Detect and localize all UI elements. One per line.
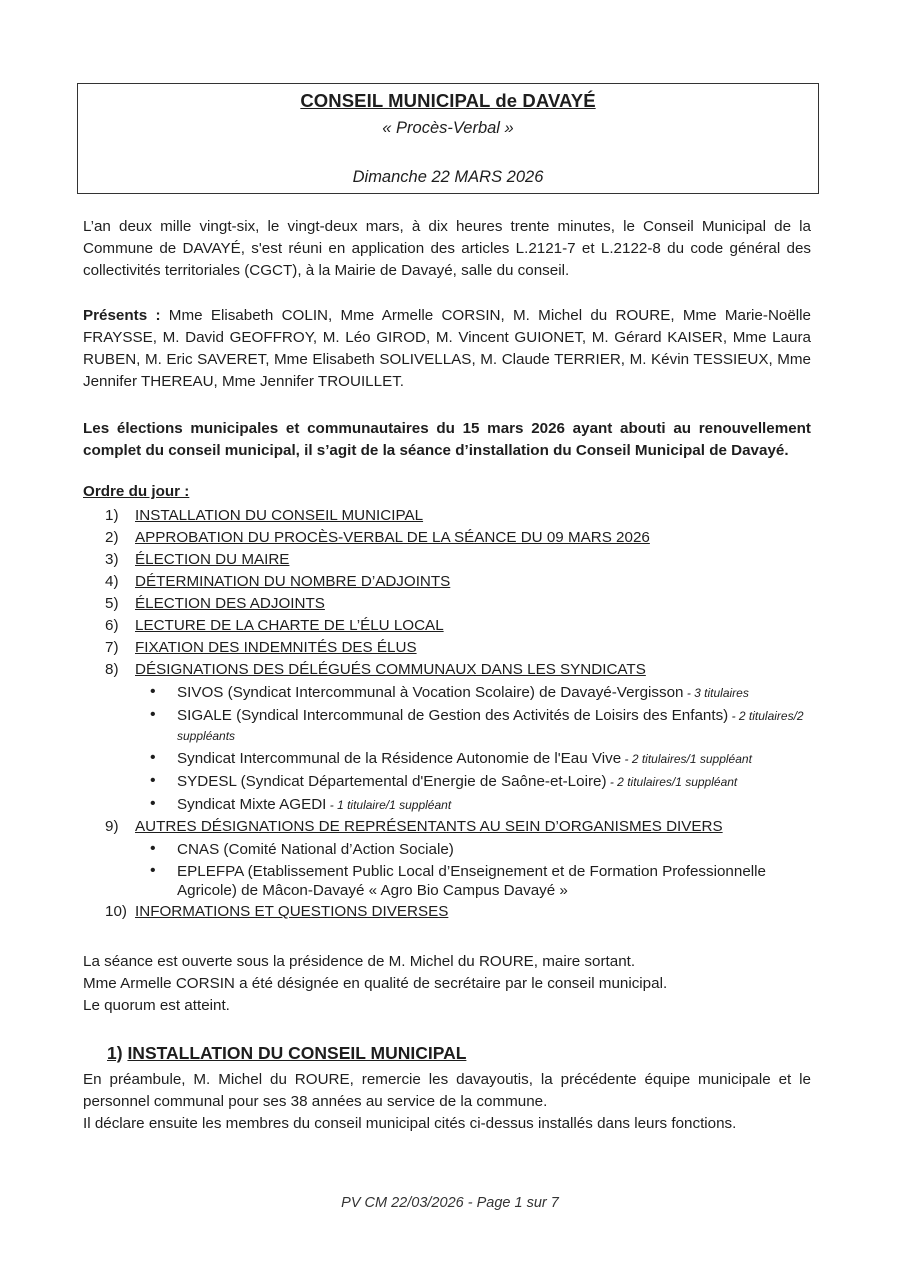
agenda-item — [105, 593, 825, 615]
syndicats-list — [105, 681, 825, 816]
section-heading — [107, 1043, 466, 1064]
organismes-list — [105, 838, 825, 901]
agenda-item-number: 9) — [105, 818, 119, 835]
organisme-item — [105, 860, 825, 901]
syndicat-note: - 2 titulaires/1 suppléant — [621, 752, 752, 766]
organisme-name: CNAS (Comité National d’Action Sociale) — [177, 841, 454, 858]
agenda-item-label: ÉLECTION DU MAIRE — [135, 551, 290, 568]
syndicat-item — [105, 747, 825, 770]
agenda-item — [105, 527, 825, 549]
syndicat-name: SIVOS (Syndicat Intercommunal à Vocation Scolaire) de Davayé-Vergisson — [177, 684, 684, 701]
syndicat-name: SIGALE (Syndical Intercommunal de Gestion des Activités de Loisirs des Enfants) — [177, 707, 729, 724]
agenda-item-number: 8) — [105, 661, 119, 678]
syndicat-name: Syndicat Intercommunal de la Résidence Autonomie de l'Eau Vive — [177, 750, 622, 767]
syndicat-note: - 3 titulaires — [683, 686, 749, 700]
agenda-item-number: 2) — [105, 529, 119, 546]
agenda-item-label: DÉTERMINATION DU NOMBRE D’ADJOINTS — [135, 573, 451, 590]
syndicat-name: SYDESL (Syndicat Départemental d'Energie de Saône-et-Loire) — [177, 773, 607, 790]
agenda-item-number: 4) — [105, 573, 119, 590]
presents-paragraph — [83, 305, 811, 393]
presents-label: Présents : — [83, 307, 161, 324]
section-number: 1) — [107, 1043, 123, 1063]
agenda-item-label: INSTALLATION DU CONSEIL MUNICIPAL — [135, 507, 424, 524]
agenda-item-label: ÉLECTION DES ADJOINTS — [135, 595, 325, 612]
agenda-item-label: LECTURE DE LA CHARTE DE L’ÉLU LOCAL — [135, 617, 444, 634]
syndicat-note: - 2 titulaires/1 suppléant — [606, 775, 738, 789]
syndicat-item — [105, 704, 825, 747]
agenda-item — [105, 637, 825, 659]
section-title: INSTALLATION DU CONSEIL MUNICIPAL — [127, 1043, 467, 1063]
agenda-item — [105, 549, 825, 571]
seance-paragraph — [83, 951, 811, 1017]
seance-line: La séance est ouverte sous la présidence de M. Michel du ROURE, maire sortant. — [83, 953, 636, 970]
presents-list: Mme Elisabeth COLIN, Mme Armelle CORSIN, M. Michel du ROURE, Mme Marie-Noëlle FRAYSSE, M. David GEOFFROY, M. Léo GIROD, M. Vincent GUIONET, M. Gérard KAISER, Mme Laura RUBEN, M. Eric SAVERET, Mme Elisabeth SOLIVELLAS, M. Claude TERRIER, M. Kévin TESSIEUX, Mme Jennifer THEREAU, Mme Jennifer TROUILLET. — [83, 307, 811, 390]
organisme-item — [105, 838, 825, 860]
syndicat-item — [105, 793, 825, 816]
agenda-item-label: INFORMATIONS ET QUESTIONS DIVERSES — [135, 903, 449, 920]
syndicat-note: - 1 titulaire/1 suppléant — [326, 798, 452, 812]
organisme-name: EPLEFPA (Etablissement Public Local d’Enseignement et de Formation Professionnelle Agricole) de Mâcon-Davayé « Agro Bio Campus Davayé » — [177, 863, 766, 899]
agenda-item-number: 3) — [105, 551, 119, 568]
document-subtitle: « Procès-Verbal » — [382, 119, 514, 137]
agenda-item-number: 7) — [105, 639, 119, 656]
agenda-item — [105, 571, 825, 593]
section-body — [83, 1069, 811, 1135]
page-footer: PV CM 22/03/2026 - Page 1 sur 7 — [341, 1195, 559, 1211]
syndicat-name: Syndicat Mixte AGEDI — [177, 796, 327, 813]
section-paragraph: En préambule, M. Michel du ROURE, remercie les davayoutis, la précédente équipe municipale et le personnel communal pour ses 38 années au service de la commune. — [83, 1071, 811, 1110]
agenda-item-label: DÉSIGNATIONS DES DÉLÉGUÉS COMMUNAUX DANS LES SYNDICATS — [135, 661, 646, 678]
elections-paragraph: Les élections municipales et communautaires du 15 mars 2026 ayant abouti au renouvellement complet du conseil municipal, il s’agit de la séance d’installation du Conseil Municipal de Davayé. — [83, 420, 811, 459]
agenda-item — [105, 615, 825, 637]
section-paragraph: Il déclare ensuite les membres du conseil municipal cités ci-dessus installés dans leurs fonctions. — [83, 1115, 737, 1132]
seance-line: Le quorum est atteint. — [83, 997, 230, 1014]
header-box — [77, 83, 819, 194]
intro-paragraph: L’an deux mille vingt-six, le vingt-deux mars, à dix heures trente minutes, le Conseil Municipal de la Commune de DAVAYÉ, s'est réuni en application des articles L.2121-7 et L.2122-8 du code général des collectivités territoriales (CGCT), à la Mairie de Davayé, salle du conseil. — [83, 218, 811, 279]
syndicat-note: - 2 titulaires/2 suppléants — [177, 709, 804, 743]
agenda-item-number: 6) — [105, 617, 119, 634]
agenda-title: Ordre du jour : — [83, 483, 190, 500]
syndicat-item — [105, 681, 825, 704]
document-title: CONSEIL MUNICIPAL de DAVAYÉ — [300, 90, 596, 111]
agenda-item-number: 1) — [105, 507, 119, 524]
agenda-item — [105, 901, 825, 923]
syndicat-item — [105, 770, 825, 793]
document-date: Dimanche 22 MARS 2026 — [352, 168, 544, 186]
agenda-item-number: 10) — [105, 903, 127, 920]
agenda-item — [105, 659, 825, 816]
agenda-item-label: AUTRES DÉSIGNATIONS DE REPRÉSENTANTS AU SEIN D’ORGANISMES DIVERS — [135, 818, 723, 835]
agenda-item-label: APPROBATION DU PROCÈS-VERBAL DE LA SÉANCE DU 09 MARS 2026 — [135, 529, 650, 546]
seance-line: Mme Armelle CORSIN a été désignée en qualité de secrétaire par le conseil municipal. — [83, 975, 668, 992]
agenda-item — [105, 505, 825, 527]
agenda-item-number: 5) — [105, 595, 119, 612]
agenda-item — [105, 816, 825, 901]
agenda-list — [105, 505, 825, 923]
agenda-item-label: FIXATION DES INDEMNITÉS DES ÉLUS — [135, 639, 417, 656]
